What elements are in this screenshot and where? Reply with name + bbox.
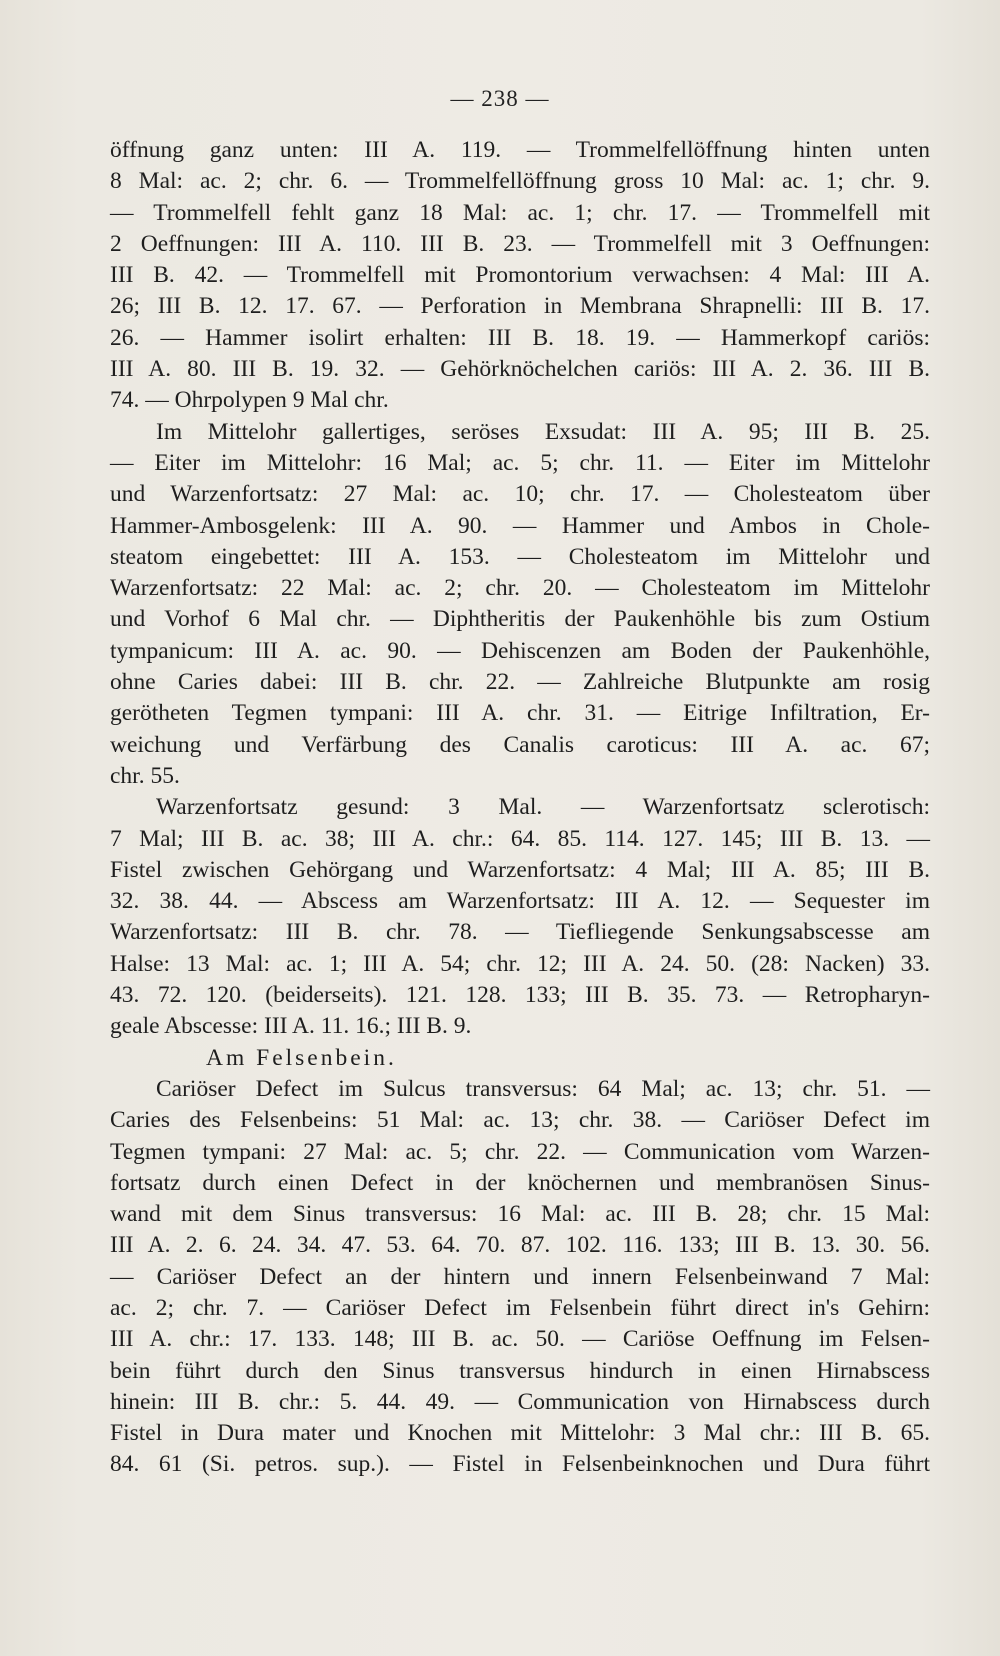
text-line: gerötheten Tegmen tympani: III A. chr. 31. — Eitrige Infiltration, Er- <box>110 700 930 727</box>
text-line: fortsatz durch einen Defect in der knöchernen und membranösen Sinus- <box>110 1169 930 1196</box>
text-line: Warzenfortsatz: 22 Mal: ac. 2; chr. 20. — Cholesteatom im Mittelohr <box>110 575 930 602</box>
text-line: 74. — Ohrpolypen 9 Mal chr. <box>110 387 389 414</box>
text-line: hinein: III B. chr.: 5. 44. 49. — Communication von Hirnabscess durch <box>110 1388 930 1415</box>
paragraph-trommelfell <box>110 135 930 417</box>
text-line: ohne Caries dabei: III B. chr. 22. — Zahlreiche Blutpunkte am rosig <box>110 669 930 696</box>
text-line: III A. chr.: 17. 133. 148; III B. ac. 50. — Cariöse Oeffnung im Felsen- <box>110 1326 930 1353</box>
text-line: — Trommelfell fehlt ganz 18 Mal: ac. 1; chr. 17. — Trommelfell mit <box>110 199 930 226</box>
section-heading-felsenbein <box>110 1043 930 1074</box>
text-line: Fistel in Dura mater und Knochen mit Mittelohr: 3 Mal chr.: III B. 65. <box>110 1420 930 1447</box>
text-line: 43. 72. 120. (beiderseits). 121. 128. 133; III B. 35. 73. — Retropharyn- <box>110 982 930 1009</box>
text-line: ac. 2; chr. 7. — Cariöser Defect im Felsenbein führt direct in's Gehirn: <box>110 1294 930 1321</box>
text-line: Warzenfortsatz: III B. chr. 78. — Tiefliegende Senkungsabscesse am <box>110 919 930 946</box>
text-line: III A. 2. 6. 24. 34. 47. 53. 64. 70. 87. 102. 116. 133; III B. 13. 30. 56. <box>110 1232 930 1259</box>
text-line: 26; III B. 12. 17. 67. — Perforation in Membrana Shrapnelli: III B. 17. <box>110 293 930 320</box>
text-line: chr. 55. <box>110 762 180 789</box>
text-line: III B. 42. — Trommelfell mit Promontorium verwachsen: 4 Mal: III A. <box>110 262 930 289</box>
paragraph-mittelohr <box>110 417 930 793</box>
text-line: III A. 80. III B. 19. 32. — Gehörknöchelchen cariös: III A. 2. 36. III B. <box>110 356 930 383</box>
body-text <box>110 135 930 1481</box>
text-line: Im Mittelohr gallertiges, seröses Exsudat: III A. 95; III B. 25. <box>156 418 930 445</box>
paragraph-felsenbein <box>110 1074 930 1481</box>
text-line: 26. — Hammer isolirt erhalten: III B. 18. 19. — Hammerkopf cariös: <box>110 324 930 351</box>
text-line: steatom eingebettet: III A. 153. — Cholesteatom im Mittelohr und <box>110 543 930 570</box>
text-line: Halse: 13 Mal: ac. 1; III A. 54; chr. 12; III A. 24. 50. (28: Nacken) 33. <box>110 950 930 977</box>
text-line: und Warzenfortsatz: 27 Mal: ac. 10; chr. 17. — Cholesteatom über <box>110 481 930 508</box>
text-line: Fistel zwischen Gehörgang und Warzenfortsatz: 4 Mal; III A. 85; III B. <box>110 856 930 883</box>
text-line: bein führt durch den Sinus transversus hindurch in einen Hirnabscess <box>110 1357 930 1384</box>
text-line: 2 Oeffnungen: III A. 110. III B. 23. — Trommelfell mit 3 Oeffnungen: <box>110 230 930 257</box>
text-line: 84. 61 (Si. petros. sup.). — Fistel in Felsenbeinknochen und Dura führt <box>110 1451 930 1478</box>
text-line: 7 Mal; III B. ac. 38; III A. chr.: 64. 85. 114. 127. 145; III B. 13. — <box>110 825 930 852</box>
text-line: tympanicum: III A. ac. 90. — Dehiscenzen am Boden der Paukenhöhle, <box>110 637 930 664</box>
text-line: Tegmen tympani: 27 Mal: ac. 5; chr. 22. — Communication vom Warzen- <box>110 1138 930 1165</box>
text-line: — Cariöser Defect an der hintern und innern Felsenbeinwand 7 Mal: <box>110 1263 930 1290</box>
text-line: und Vorhof 6 Mal chr. — Diphtheritis der Paukenhöhle bis zum Ostium <box>110 606 930 633</box>
page-number: — 238 — <box>450 86 550 111</box>
text-line: wand mit dem Sinus transversus: 16 Mal: ac. III B. 28; chr. 15 Mal: <box>110 1201 930 1228</box>
text-line: 8 Mal: ac. 2; chr. 6. — Trommelfellöffnung gross 10 Mal: ac. 1; chr. 9. <box>110 168 930 195</box>
paragraph-warzenfortsatz <box>110 792 930 1042</box>
text-line: — Eiter im Mittelohr: 16 Mal; ac. 5; chr. 11. — Eiter im Mittelohr <box>110 449 930 476</box>
text-line: Caries des Felsenbeins: 51 Mal: ac. 13; chr. 38. — Cariöser Defect im <box>110 1107 930 1134</box>
text-line: weichung und Verfärbung des Canalis caroticus: III A. ac. 67; <box>110 731 930 758</box>
text-line: geale Abscesse: III A. 11. 16.; III B. 9. <box>110 1013 472 1040</box>
section-heading: Am Felsenbein. <box>206 1044 397 1071</box>
text-line: öffnung ganz unten: III A. 119. — Trommelfellöffnung hinten unten <box>110 137 930 163</box>
text-line: 32. 38. 44. — Abscess am Warzenfortsatz: III A. 12. — Sequester im <box>110 888 930 915</box>
text-line: Warzenfortsatz gesund: 3 Mal. — Warzenfortsatz sclerotisch: <box>156 794 930 821</box>
text-line: Hammer-Ambosgelenk: III A. 90. — Hammer und Ambos in Chole- <box>110 512 930 539</box>
text-line: Cariöser Defect im Sulcus transversus: 64 Mal; ac. 13; chr. 51. — <box>156 1075 930 1102</box>
